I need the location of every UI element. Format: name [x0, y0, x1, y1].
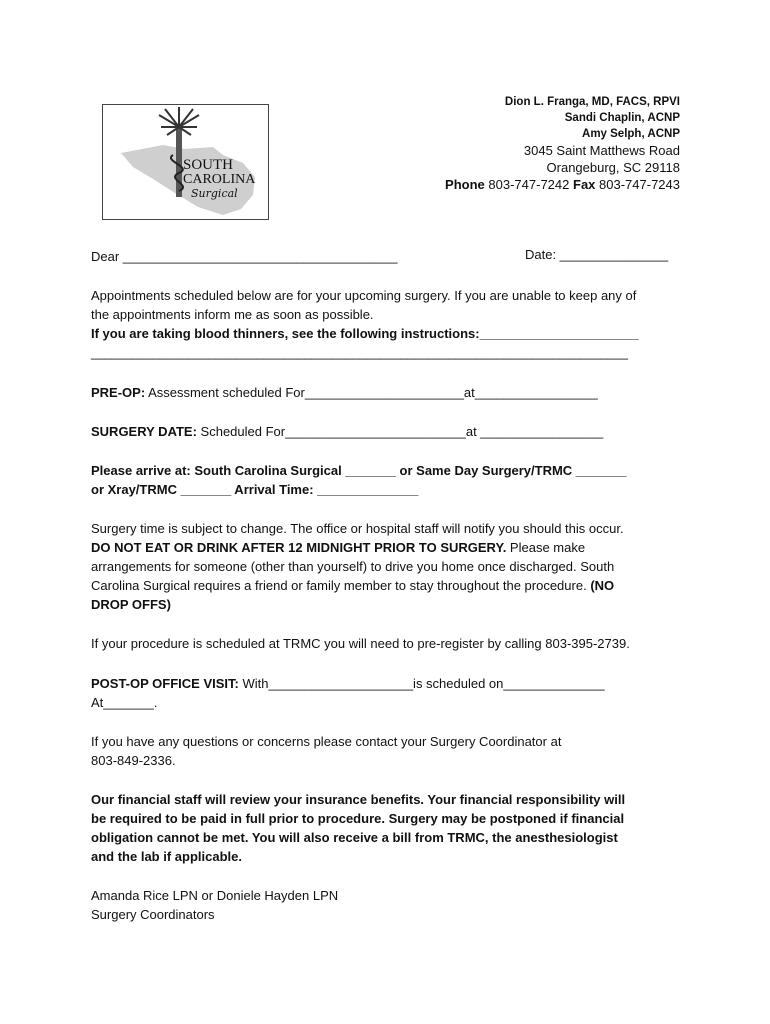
- financial-line-4: and the lab if applicable.: [91, 849, 242, 864]
- preop-text: Assessment scheduled For______________________at_________________: [145, 385, 598, 400]
- phone-label: Phone: [445, 177, 485, 192]
- phone-fax: [445, 176, 680, 193]
- postop-text: With____________________is scheduled on______________: [238, 676, 605, 691]
- logo-text-south: SOUTH: [183, 157, 234, 173]
- logo-graphic: [103, 105, 268, 219]
- postop-at-line: At_______.: [91, 695, 158, 710]
- surgery-date-line: [91, 422, 603, 441]
- phone-number: 803-747-7242: [488, 177, 570, 192]
- fax-label: Fax: [573, 177, 596, 192]
- signature-title: Surgery Coordinators: [91, 907, 215, 922]
- stay-throughout-text: Carolina Surgical requires a friend or family member to stay throughout the procedure.: [91, 578, 591, 593]
- dear-line: Dear ______________________________________: [91, 249, 398, 264]
- south-carolina-surgical-logo: [102, 104, 269, 220]
- doctor-name-1: Dion L. Franga, MD, FACS, RPVI: [504, 96, 680, 108]
- doctor-name-2: Sandi Chaplin, ACNP: [564, 112, 680, 124]
- logo-text-surgical: Surgical: [191, 187, 238, 200]
- intro-line-2: the appointments inform me as soon as possible.: [91, 307, 374, 322]
- financial-line-1: Our financial staff will review your insurance benefits. Your financial responsibility will: [91, 792, 626, 807]
- city-state-zip: Orangeburg, SC 29118: [546, 160, 680, 175]
- letterhead-address: [445, 94, 680, 193]
- surgery-change-line-1: Surgery time is subject to change. The office or hospital staff will notify you should this occur.: [91, 521, 624, 536]
- logo-text-carolina: CAROLINA: [183, 172, 256, 187]
- questions-line-1: If you have any questions or concerns please contact your Surgery Coordinator at: [91, 734, 562, 749]
- surgery-date-label: SURGERY DATE:: [91, 424, 197, 439]
- date-line: Date: _______________: [525, 247, 669, 262]
- make-arrangements-text: Please make: [506, 540, 586, 555]
- arrive-line-1: Please arrive at: South Carolina Surgical _______ or Same Day Surgery/TRMC _______: [91, 463, 627, 478]
- surgery-change-line-3: arrangements for someone (other than yourself) to drive you home once discharged. South: [91, 559, 615, 574]
- no-drop-offs-start: (NO: [590, 578, 615, 593]
- doctor-name-3: Amy Selph, ACNP: [582, 128, 680, 140]
- coordinator-phone: 803-849-2336.: [91, 753, 176, 768]
- arrive-line-2: or Xray/TRMC _______ Arrival Time: ______________: [91, 482, 419, 497]
- intro-line-1: Appointments scheduled below are for your upcoming surgery. If you are unable to keep any of: [91, 288, 637, 303]
- blood-thinner-instructions: If you are taking blood thinners, see the following instructions:______________________: [91, 326, 639, 341]
- postop-line: [91, 674, 605, 693]
- trmc-preregister: If your procedure is scheduled at TRMC you will need to pre-register by calling 803-395-2739.: [91, 636, 630, 651]
- blood-thinner-blank-line: ______________________________________________________________________________: [91, 345, 628, 360]
- surgery-change-line-2: [91, 538, 585, 557]
- street-address: 3045 Saint Matthews Road: [523, 143, 680, 158]
- preop-label: PRE-OP:: [91, 385, 146, 400]
- fax-number: 803-747-7243: [599, 177, 680, 192]
- no-drop-offs-end: DROP OFFS): [91, 597, 171, 612]
- financial-line-2: be required to be paid in full prior to procedure. Surgery may be postponed if financial: [91, 811, 625, 826]
- surgery-date-text: Scheduled For_________________________at _________________: [196, 424, 604, 439]
- signature-names: Amanda Rice LPN or Doniele Hayden LPN: [91, 888, 339, 903]
- financial-line-3: obligation cannot be met. You will also receive a bill from TRMC, the anesthesiologist: [91, 830, 618, 845]
- no-eat-warning: DO NOT EAT OR DRINK AFTER 12 MIDNIGHT PRIOR TO SURGERY.: [91, 540, 507, 555]
- preop-line: [91, 383, 598, 402]
- postop-label: POST-OP OFFICE VISIT:: [91, 676, 239, 691]
- surgery-change-line-4: [91, 576, 614, 595]
